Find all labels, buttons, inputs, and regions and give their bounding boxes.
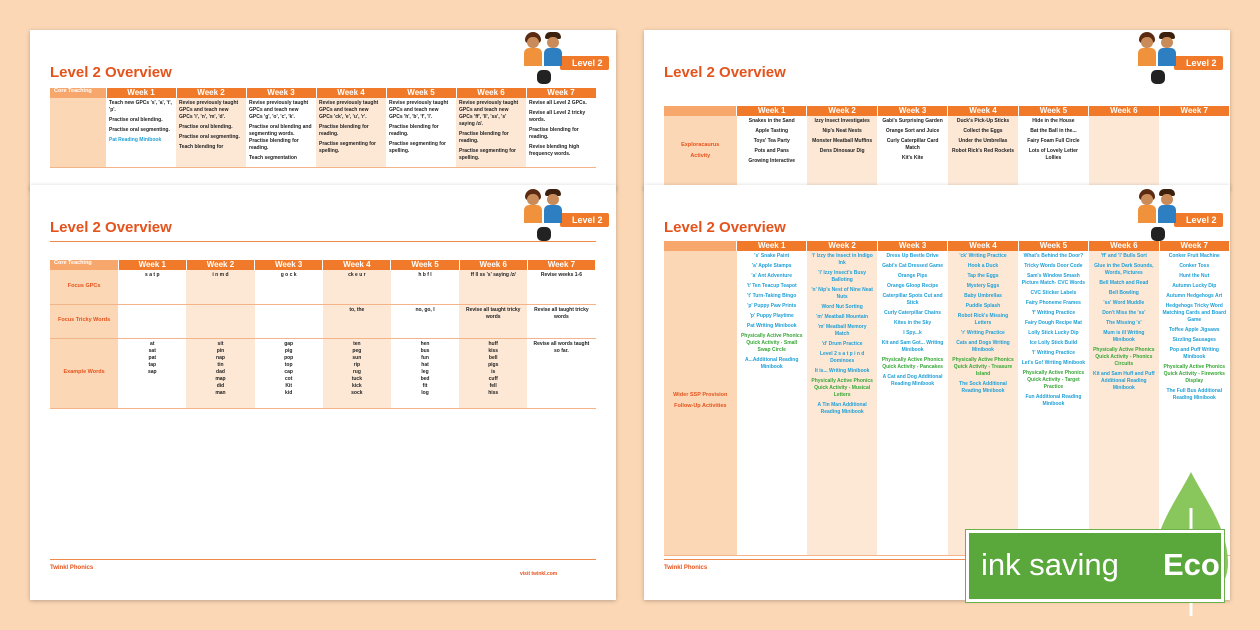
cell-text: Snakes in the Sand: [748, 118, 795, 124]
week-header: Week 6: [1089, 106, 1159, 116]
table-cell: [246, 98, 316, 168]
week-header: Week 6: [1089, 241, 1159, 251]
week-header: Week 1: [737, 106, 807, 116]
word: peg: [352, 347, 362, 354]
cell-text: Practise blending for reading.: [529, 127, 579, 140]
row-label-text: Activity: [690, 153, 711, 159]
activity-item[interactable]: CVC Sticker Labels: [1030, 290, 1077, 296]
eco-text: ink saving: [981, 547, 1119, 582]
week-header: Week 2: [186, 260, 254, 270]
activity-item[interactable]: 'i' Izzy Insect's Busy Balloting: [818, 270, 867, 283]
cell-text: Lots of Lovely Letter Lollies: [1028, 148, 1078, 161]
activity-item[interactable]: 't' Ten Teacup Teapot: [746, 283, 797, 289]
activity-item[interactable]: Physically Active Phonics Quick Activity - Fireworks Display: [1163, 364, 1226, 384]
row-label-cell: Example Words: [50, 338, 118, 408]
cell-text: Nip's Neat Nests: [822, 128, 862, 134]
activity-item[interactable]: Bell Bowling: [1108, 290, 1139, 296]
cell-text: Kit's Kite: [901, 155, 924, 161]
activity-item[interactable]: 'd' Drum Practice: [821, 341, 863, 347]
activity-item[interactable]: Bell Match and Read: [1099, 280, 1149, 286]
activity-item[interactable]: Kites in the Sky: [893, 320, 932, 326]
activity-item[interactable]: Physically Active Phonics Quick Activity - Pancakes: [881, 357, 944, 370]
activity-item[interactable]: Let's Go! Writing Minibook: [1021, 360, 1086, 366]
cell-text: Orange Sort and Juice: [885, 128, 940, 134]
activity-item[interactable]: Physically Active Phonics Quick Activity - Small Swap Circle: [740, 333, 803, 353]
activity-item[interactable]: Word Nut Sorting: [821, 304, 863, 310]
word: sat: [148, 347, 156, 354]
table-cell: [176, 98, 246, 168]
activity-item[interactable]: Hunt the Nut: [1179, 273, 1210, 279]
cell-text: Collect the Eggs: [963, 128, 1003, 134]
child-illustration-icon: [1138, 32, 1156, 66]
child-illustration-icon: [1138, 189, 1156, 223]
cell-text: Bat the Ball in the...: [1030, 128, 1077, 134]
week-header: Week 7: [1159, 106, 1229, 116]
week-header: Week 1: [118, 260, 186, 270]
cell-text: Monster Meatball Muffins: [812, 138, 873, 144]
word: hiss: [488, 389, 499, 396]
cell-text: Revise previously taught GPCs and teach new GPCs 'g', 'o', 'c', 'k'.: [249, 100, 309, 120]
page-title: Level 2 Overview: [50, 219, 172, 236]
word: did: [216, 382, 225, 389]
activity-item[interactable]: Sizzling Sausages: [1172, 337, 1216, 343]
table-cell: [255, 338, 323, 408]
sheet-exploracaurus-preview: [644, 30, 1230, 190]
activity-item[interactable]: Physically Active Phonics Quick Activity - Target Practice: [1022, 370, 1085, 390]
table-cell: [186, 304, 254, 338]
word: dad: [216, 368, 225, 375]
week-header: Week 5: [391, 260, 459, 270]
cell-text: Hide in the House: [1032, 118, 1075, 124]
row-label-cell: Focus GPCs: [50, 270, 118, 304]
activity-item[interactable]: Robot Rick's Missing Letters: [957, 313, 1009, 326]
table-cell: [186, 338, 254, 408]
activity-item[interactable]: A Cat and Dog Additional Reading Minibook: [882, 374, 943, 387]
cell-text: Practise blending for reading.: [319, 124, 369, 137]
week-header-row: [664, 106, 1230, 116]
table-cell: Revise all taught tricky words: [527, 304, 595, 338]
activity-item[interactable]: Fun Additional Reading Minibook: [1025, 394, 1082, 407]
row-label: Core Teaching: [50, 260, 118, 270]
word: top: [284, 361, 293, 368]
table-cell: [118, 338, 186, 408]
activity-item[interactable]: Fairy Dough Recipe Mat: [1024, 320, 1082, 326]
word: bus: [420, 347, 430, 354]
cell-text: Practise oral blending.: [109, 117, 163, 123]
cell-text: Pots and Pans: [754, 148, 789, 154]
activity-item[interactable]: It is... Writing Minibook: [814, 368, 870, 374]
week-header-row: [664, 241, 1230, 251]
word: huff: [488, 340, 498, 347]
activity-item[interactable]: Mum is ill Writing Minibook: [1103, 330, 1145, 343]
week-header: Week 3: [246, 88, 316, 98]
table-cell: [1018, 251, 1088, 556]
row-label: [664, 241, 737, 251]
word: is: [491, 368, 496, 375]
activity-item[interactable]: Physically Active Phonics Quick Activity - Phonics Circuits: [1093, 347, 1155, 367]
activity-item[interactable]: A Tin Man Additional Reading Minibook: [817, 402, 867, 415]
activity-item[interactable]: The Full Bus Additional Reading Minibook: [1166, 388, 1223, 401]
word: sock: [351, 389, 363, 396]
activity-item[interactable]: 'f' Writing Practice: [1031, 310, 1076, 316]
week-header: Week 4: [948, 106, 1018, 116]
cell-text: Practise oral segmenting.: [179, 134, 240, 140]
cell-text: Revise all Level 2 GPCs.: [529, 100, 587, 106]
activity-item[interactable]: Autumn Hedgehogs Art: [1166, 293, 1223, 299]
table-cell: ck e u r: [323, 270, 391, 304]
cell-text: Fairy Foam Full Circle: [1027, 138, 1080, 144]
table-cell: i n m d: [186, 270, 254, 304]
activity-item[interactable]: Ice Lolly Stick Build: [1029, 340, 1078, 346]
row-label-cell: [664, 251, 737, 556]
cell-text: Practise segmenting for spelling.: [319, 141, 376, 154]
word: ten: [353, 340, 361, 347]
week-header: Week 7: [1159, 241, 1229, 251]
eco-word: Eco: [1163, 547, 1220, 582]
word: fell: [489, 382, 497, 389]
word: pat: [148, 354, 157, 361]
example-words-row: [50, 338, 596, 408]
table-cell: g o c k: [255, 270, 323, 304]
overview-table: [50, 88, 597, 168]
table-cell: [526, 98, 596, 168]
table-cell: [323, 338, 391, 408]
table-cell: [1089, 116, 1159, 190]
activity-item[interactable]: I Spy...k: [903, 330, 922, 336]
week-header-row: [50, 88, 596, 98]
page-title: Level 2 Overview: [664, 219, 786, 236]
table-cell: [527, 338, 595, 408]
activity-item[interactable]: Pat Writing Minibook: [746, 323, 797, 329]
word: kiss: [488, 347, 499, 354]
activity-item[interactable]: Gabi's Cat Dressed Game: [882, 263, 944, 269]
activity-item[interactable]: 't' Turn-Taking Bingo: [747, 293, 797, 299]
table-cell: [807, 116, 877, 190]
activity-item[interactable]: Tap the Eggs: [967, 273, 999, 279]
word: pigs: [488, 361, 499, 368]
table-cell: Revise all taught tricky words: [459, 304, 527, 338]
week-header: Week 2: [807, 106, 877, 116]
table-cell: to, the: [323, 304, 391, 338]
child-illustration-icon: [1158, 32, 1176, 66]
week-header: Week 7: [526, 88, 596, 98]
table-cell: [1159, 116, 1229, 190]
activity-item[interactable]: Physically Active Phonics Quick Activity - Treasure Island: [952, 357, 1014, 377]
word: pin: [216, 347, 225, 354]
table-cell: [391, 338, 459, 408]
word: hat: [421, 361, 429, 368]
dog-icon: [535, 68, 553, 86]
word: tin: [217, 361, 224, 368]
week-header: Week 4: [948, 241, 1018, 251]
cell-text: Revise blending high frequency words.: [529, 144, 580, 157]
row-label-text: Wider SSP Provision: [673, 392, 728, 399]
activity-item[interactable]: The Missing 's': [1106, 320, 1142, 326]
word: tuck: [351, 375, 362, 382]
activity-item[interactable]: Cats and Dogs Writing Minibook: [956, 340, 1010, 353]
table-cell: [948, 251, 1018, 556]
cell-text: Toys' Tea Party: [753, 138, 790, 144]
word: fun: [421, 354, 429, 361]
activity-item[interactable]: 'ff' and 'l' Bulls Sort: [1100, 253, 1147, 259]
activity-item[interactable]: Level 2 s a t p i n d Dominoes: [819, 351, 865, 364]
week-header: Week 3: [255, 260, 323, 270]
cell-text: Robot Rick's Red Rockets: [951, 148, 1015, 154]
table-cell: [456, 98, 526, 168]
table-cell: [877, 251, 947, 556]
cell-text: Curly Caterpillar Card Match: [886, 138, 939, 151]
cell-text: Dens Dinosaur Dig: [819, 148, 865, 154]
cell-text: Teach blending for: [179, 144, 224, 150]
ink-saving-eco-badge: [966, 530, 1224, 602]
table-cell: [807, 251, 877, 556]
word: sap: [147, 368, 157, 375]
activity-item[interactable]: Pop and Puff Writing Minibook: [1169, 347, 1219, 360]
activity-item[interactable]: Mystery Eggs: [966, 283, 1000, 289]
word: cuff: [488, 375, 498, 382]
minibook-link[interactable]: Pat Reading Minibook: [109, 137, 162, 143]
table-cell: no, go, I: [391, 304, 459, 338]
activity-item[interactable]: A...Additional Reading Minibook: [745, 357, 799, 370]
week-header-row: [50, 260, 596, 270]
activity-item[interactable]: 's' Snake Paint: [754, 253, 790, 259]
cell-text: Practise oral segmenting.: [109, 127, 170, 133]
activity-item[interactable]: Toffee Apple Jigsaws: [1168, 327, 1220, 333]
activity-item[interactable]: Hook a Duck: [967, 263, 999, 269]
footer-rule: [50, 559, 596, 560]
word: fit: [422, 382, 428, 389]
activity-item[interactable]: 'p' Puppy Paw Prints: [747, 303, 797, 309]
activity-item[interactable]: 'm' Meatball Memory Match: [817, 324, 867, 337]
word: nap: [216, 354, 225, 361]
word: sit: [217, 340, 224, 347]
word: hen: [420, 340, 430, 347]
row-label: [664, 106, 737, 116]
cell-text: Revise previously taught GPCs and teach new GPCs 'ff', 'll', 'ss', 's' saying /z/.: [459, 100, 519, 127]
cell-text: Teach new GPCs 's', 'a', 't', 'p'.: [109, 100, 172, 113]
cell-text: Practise oral blending.: [179, 124, 233, 130]
footer-logo: Twinkl Phonics: [50, 565, 94, 571]
week-header: Week 3: [877, 106, 947, 116]
week-header: Week 5: [1018, 106, 1088, 116]
cell-text: Practise segmenting for spelling.: [459, 148, 516, 161]
footer-url[interactable]: visit twinkl.com: [520, 571, 558, 577]
cell-text: Practise blending for reading.: [459, 131, 509, 144]
activity-item[interactable]: 'ck' Writing Practice: [959, 253, 1007, 259]
cell-text: Teach segmentation: [249, 155, 297, 161]
word: gap: [284, 340, 294, 347]
activity-item[interactable]: 'a' Ant Adventure: [751, 273, 793, 279]
activity-item[interactable]: Fairy Phoneme Frames: [1025, 300, 1081, 306]
activity-item[interactable]: Caterpillar Spots Cut and Stick: [882, 293, 943, 306]
word: rug: [352, 368, 361, 375]
word: log: [421, 389, 429, 396]
activity-item[interactable]: Don't Miss the 'ss': [1102, 310, 1146, 316]
child-illustration-icon: [544, 189, 562, 223]
activity-item[interactable]: Conker Fruit Machine: [1168, 253, 1220, 259]
word: Revise all words taught so far.: [533, 340, 590, 354]
activity-item[interactable]: 'i' Izzy the Insect in Indigo Ink: [811, 253, 873, 266]
week-header: Week 1: [106, 88, 176, 98]
row-label: Core Teaching: [50, 88, 106, 98]
level-badge: Level 2: [1174, 213, 1223, 227]
week-header: Week 4: [316, 88, 386, 98]
activity-item[interactable]: Curly Caterpillar Chains: [884, 310, 942, 316]
level-badge: Level 2: [560, 56, 609, 70]
focus-gpcs-row: [50, 270, 596, 304]
cell-text: Revise previously taught GPCs and teach new GPCs 'ck', 'e', 'u', 'r'.: [319, 100, 379, 120]
table-cell: ff ll ss 's' saying /z/: [459, 270, 527, 304]
child-illustration-icon: [524, 32, 542, 66]
table-cell: [386, 98, 456, 168]
table-cell: h b f l: [391, 270, 459, 304]
activity-item[interactable]: Hedgehogs Tricky Word Matching Cards and Board Game: [1162, 303, 1227, 323]
level-badge: Level 2: [1174, 56, 1223, 70]
sheet-focus-overview: [30, 185, 616, 600]
word: man: [215, 389, 226, 396]
week-header: Week 5: [1018, 241, 1088, 251]
activity-item[interactable]: Orange Pips: [897, 273, 928, 279]
cell-text: Growing Interactive: [748, 158, 796, 164]
activity-item[interactable]: Dress Up Beetle Drive: [886, 253, 939, 259]
word: pig: [284, 347, 293, 354]
word: pop: [284, 354, 294, 361]
word: kid: [285, 389, 293, 396]
table-cell: [255, 304, 323, 338]
table-row: [50, 98, 596, 168]
activity-item[interactable]: 'r' Writing Practice: [961, 330, 1005, 336]
activity-item[interactable]: Kit and Sam Huff and Puff Additional Reading Minibook: [1093, 371, 1155, 391]
word: rip: [353, 361, 361, 368]
table-cell: [118, 304, 186, 338]
word: sun: [352, 354, 362, 361]
cell-text: Practise segmenting for spelling.: [389, 141, 446, 154]
activity-item[interactable]: The Sock Additional Reading Minibook: [959, 381, 1007, 394]
activity-item[interactable]: Conker Toss: [1179, 263, 1210, 269]
activity-item[interactable]: Tricky Words Door Code: [1024, 263, 1083, 269]
row-label-text: Exploracaurus: [681, 142, 720, 149]
cell-text: Practise oral blending and segmenting words. Practise blending for reading.: [249, 124, 312, 151]
word: cot: [284, 375, 293, 382]
week-header: Week 2: [176, 88, 246, 98]
cell-text: Duck's Pick-Up Sticks: [956, 118, 1010, 124]
level-badge: Level 2: [560, 213, 609, 227]
table-cell: Revise weeks 1-6: [527, 270, 595, 304]
row-label-cell: [50, 98, 106, 168]
word: bell: [488, 354, 498, 361]
child-illustration-icon: [544, 32, 562, 66]
week-header: Week 6: [456, 88, 526, 98]
word: kick: [351, 382, 362, 389]
word: Kit: [285, 382, 292, 389]
child-illustration-icon: [524, 189, 542, 223]
overview-table: [50, 260, 596, 409]
cell-text: Revise previously taught GPCs and teach new GPCs 'i', 'n', 'm', 'd'.: [179, 100, 239, 120]
table-cell: [459, 338, 527, 408]
word: cap: [284, 368, 293, 375]
activity-item[interactable]: Puddle Splash: [965, 303, 1001, 309]
week-header: Week 7: [527, 260, 595, 270]
overview-table: [664, 106, 1230, 190]
activity-item[interactable]: 'n' Nip's Nest of Nine Neat Nuts: [811, 287, 873, 300]
activity-item[interactable]: Baby Umbrellas: [964, 293, 1002, 299]
activity-item[interactable]: What's Behind the Door?: [1023, 253, 1084, 259]
cell-text: Gabi's Surprising Garden: [882, 118, 943, 124]
footer-logo: Twinkl Phonics: [664, 565, 708, 571]
row-label-text: Follow-Up Activities: [674, 403, 727, 409]
page-title: Level 2 Overview: [664, 64, 786, 81]
activity-item[interactable]: Autumn Lucky Dip: [1172, 283, 1217, 289]
overview-table: [664, 241, 1230, 556]
activity-item[interactable]: 'p' Puppy Playtime: [749, 313, 794, 319]
activity-item[interactable]: Physically Active Phonics Quick Activity - Musical Letters: [811, 378, 873, 398]
table-cell: s a t p: [118, 270, 186, 304]
week-header: Week 4: [323, 260, 391, 270]
focus-tricky-row: [50, 304, 596, 338]
row-label-cell: [664, 116, 737, 190]
cell-text: Revise all Level 2 tricky words.: [529, 110, 586, 123]
activity-item[interactable]: Kit and Sam Got... Writing Minibook: [881, 340, 944, 353]
table-cell: [106, 98, 176, 168]
title-rule: [50, 241, 596, 242]
word: at: [150, 340, 155, 347]
week-header: Week 2: [807, 241, 877, 251]
word: bed: [420, 375, 430, 382]
cell-text: Practise blending for reading.: [389, 124, 439, 137]
row-label-cell: Focus Tricky Words: [50, 304, 118, 338]
word: map: [215, 375, 226, 382]
table-row: [664, 251, 1230, 556]
table-cell: [948, 116, 1018, 190]
week-header: Week 5: [386, 88, 456, 98]
activity-item[interactable]: 'l' Writing Practice: [1031, 350, 1075, 356]
table-cell: [737, 116, 807, 190]
dog-icon: [1149, 68, 1167, 86]
week-header: Week 3: [877, 241, 947, 251]
table-cell: [877, 116, 947, 190]
activity-item[interactable]: Orange Gloop Recipe: [887, 283, 939, 289]
child-illustration-icon: [1158, 189, 1176, 223]
cell-text: Under the Umbrellas: [958, 138, 1008, 144]
table-cell: [1018, 116, 1088, 190]
word: leg: [421, 368, 429, 375]
table-cell: [316, 98, 386, 168]
activity-item[interactable]: 'a' Apple Stamps: [751, 263, 792, 269]
cell-text: Apple Tasting: [755, 128, 789, 134]
activity-item[interactable]: Sam's Window Smash Picture Match- CVC Words: [1021, 273, 1086, 286]
cell-text: Revise previously taught GPCs and teach new GPCs 'h', 'b', 'f', 'l'.: [389, 100, 449, 120]
cell-text: Izzy Insect Investigates: [814, 118, 870, 124]
activity-item[interactable]: 'm' Meatball Mountain: [816, 314, 869, 320]
word: tap: [148, 361, 157, 368]
activity-item[interactable]: 'ss' Word Muddle: [1103, 300, 1145, 306]
activity-item[interactable]: Lolly Stick Lucky Dip: [1028, 330, 1079, 336]
sheet-core-teaching-preview: [30, 30, 616, 190]
week-header: Week 1: [737, 241, 807, 251]
week-header: Week 6: [459, 260, 527, 270]
table-cell: [737, 251, 807, 556]
table-row: [664, 116, 1230, 190]
page-title: Level 2 Overview: [50, 64, 172, 81]
activity-item[interactable]: Glue in the Dark Sounds, Words, Pictures: [1094, 263, 1154, 276]
